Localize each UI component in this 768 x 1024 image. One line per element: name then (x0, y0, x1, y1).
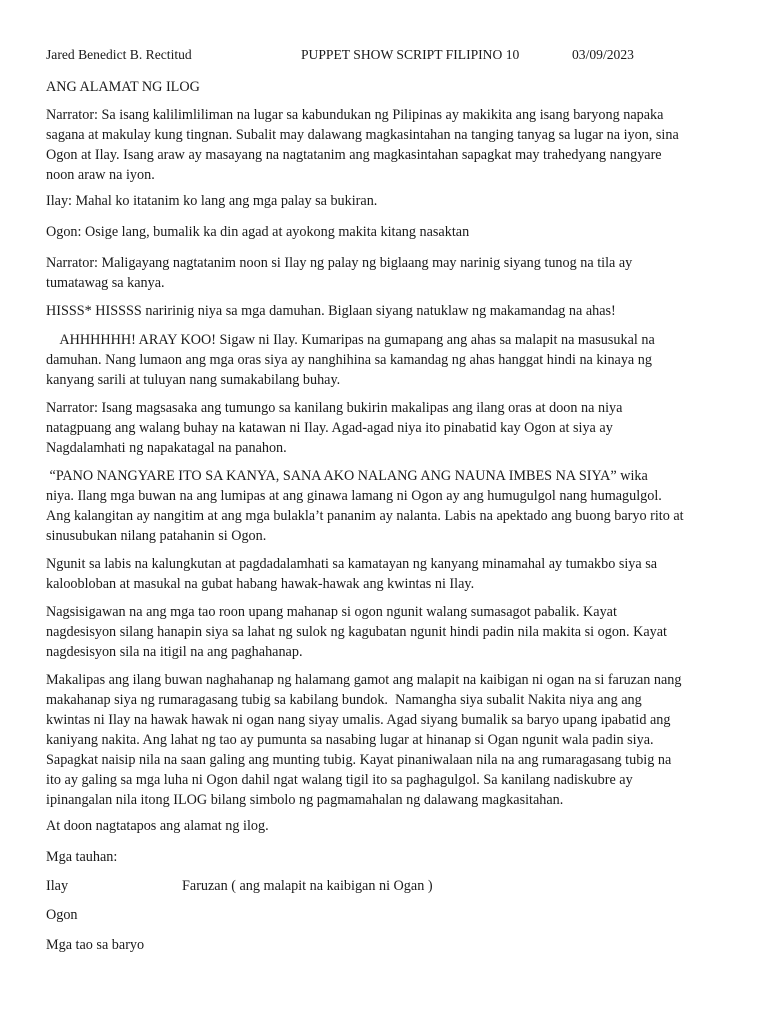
paragraph-line: kwintas ni Ilay na hawak hawak ni ogan nang siyay umalis. Agad siyang bumalik sa baryo upang ipabatid ang (46, 712, 671, 728)
cast-name: Ogon (46, 907, 78, 923)
paragraph-line: Ogon: Osige lang, bumalik ka din agad at ayokong makita kitang nasaktan (46, 224, 470, 240)
cast-row (46, 935, 736, 955)
paragraph-line: niya. Ilang mga buwan na ang lumipas at ang ginawa lamang ni Ogon ay ang humugulgol nang humagulgol. (46, 488, 662, 504)
paragraph-line: “PANO NANGYARE ITO SA KANYA, SANA AKO NALANG ANG NAUNA IMBES NA SIYA” wika (46, 468, 648, 484)
paragraph-line: Narrator: Isang magsasaka ang tumungo sa kanilang bukirin makalipas ang ilang oras at doon na niya (46, 400, 623, 416)
paragraph-line: ipinangalan nila itong ILOG bilang simbolo ng pagmamahalan ng dalawang magkasitahan. (46, 792, 564, 808)
paragraph-ogon-line (46, 222, 736, 242)
paragraph-line: Narrator: Sa isang kalilimliliman na lugar sa kabundukan ng Pilipinas ay makikita ang isang baryong napaka (46, 107, 664, 123)
paragraph-narrator-farmer (46, 398, 736, 458)
paragraph-line: sinusubukan nilang patahanin si Ogon. (46, 528, 267, 544)
paragraph-line: Ogon at Ilay. Isang araw ay masayang na nagtatanim ang magkasintahan sapagkat may trahedyang nangyare (46, 147, 662, 163)
paragraph-line: Ang kalangitan ay nangitim at ang mga bulakla’t pananim ay nalanta. Labis na apektado ang buong baryo rito at (46, 508, 684, 524)
paragraph-line: At doon nagtatapos ang alamat ng ilog. (46, 818, 269, 834)
story-title (46, 77, 736, 97)
cast-name: Ilay (46, 878, 69, 894)
paragraph-line: Nagdalamhati ng napakatagal na panahon. (46, 440, 287, 456)
paragraph-narrator-planting (46, 253, 736, 293)
document-header (46, 47, 746, 65)
paragraph-search (46, 602, 736, 662)
paragraph-line: Narrator: Maligayang nagtatanim noon si Ilay ng palay ng biglaang may narinig siyang tunog na tila ay (46, 255, 633, 271)
paragraph-ogon-grief (46, 466, 736, 546)
paragraph-snake-hiss (46, 301, 736, 321)
document-date: 03/09/2023 (572, 47, 634, 62)
paragraph-line: nagdesisyon sila na itigil na ang paghahanap. (46, 644, 303, 660)
paragraph-ilay-line (46, 191, 736, 211)
paragraph-line: natagpuang ang walang buhay na katawan ni Ilay. Agad-agad niya ito pinabatid kay Ogon at siya ay (46, 420, 613, 436)
paragraph-line: kanyang sarili at tuluyan nang sumakabilang buhay. (46, 372, 341, 388)
paragraph-line: Ilay: Mahal ko itatanim ko lang ang mga palay sa bukiran. (46, 193, 378, 209)
paragraph-ending (46, 816, 736, 836)
paragraph-line: tumatawag sa kanya. (46, 275, 165, 291)
cast-row (46, 876, 736, 896)
paragraph-narrator-intro (46, 105, 736, 185)
paragraph-line: ito ay galing sa mga luha ni Ogon dahil ngat walang tigil ito sa paghagulgol. Sa kanilang nadiskubre ay (46, 772, 633, 788)
paragraph-line: HISSS* HISSSS naririnig niya sa mga damuhan. Biglaan siyang natuklaw ng makamandag na ahas! (46, 303, 616, 319)
paragraph-line: nagdesisyon silang hanapin siya sa lahat ng sulok ng kagubatan ngunit hindi padin nila makita si ogon. Kayat (46, 624, 667, 640)
script-title: PUPPET SHOW SCRIPT FILIPINO 10 (301, 47, 520, 62)
paragraph-line: Ngunit sa labis na kalungkutan at pagdadalamhati sa kamatayan ng kanyang minamahal ay tumakbo siya sa (46, 556, 658, 572)
cast-name: Mga tao sa baryo (46, 937, 145, 953)
paragraph-line: Nagsisigawan na ang mga tao roon upang mahanap si ogon ngunit walang sumasagot pabalik. Kayat (46, 604, 617, 620)
paragraph-line: Makalipas ang ilang buwan naghahanap ng halamang gamot ang malapit na kaibigan ni ogan na si faruzan nang (46, 672, 682, 688)
paragraph-line: Sapagkat naisip nila na saan galing ang munting tubig. Kayat pinaniwalaan nila na ang rumaragasang tubig na (46, 752, 672, 768)
paragraph-line: sagana at makulay kung tingnan. Subalit may dalawang magkasintahan na tanging tanyag sa lugar na iyon, sina (46, 127, 679, 143)
cast-note: Faruzan ( ang malapit na kaibigan ni Ogan ) (182, 878, 433, 894)
cast-heading-text: Mga tauhan: (46, 849, 118, 865)
cast-heading (46, 847, 736, 867)
paragraph-line: kaloobloban at masukal na gubat habang hawak-hawak ang kwintas ni Ilay. (46, 576, 475, 592)
paragraph-line: damuhan. Nang lumaon ang mga oras siya ay nanghihina sa kamandag ng ahas hanggat hindi na kinaya ng (46, 352, 652, 368)
paragraph-ilay-scream (46, 330, 736, 390)
paragraph-ogon-runs (46, 554, 736, 594)
cast-row (46, 905, 736, 925)
author-name: Jared Benedict B. Rectitud (46, 47, 192, 62)
paragraph-line: makahanap siya ng rumaragasang tubig sa kabilang bundok. Namangha siya subalit Nakita niya ang ang (46, 692, 642, 708)
story-title-text: ANG ALAMAT NG ILOG (46, 79, 200, 95)
paragraph-faruzan-discovery (46, 670, 736, 810)
paragraph-line: kaniyang nakita. Ang lahat ng tao ay pumunta sa nasabing lugar at hinanap si Ogan ngunit wala padin siya. (46, 732, 654, 748)
paragraph-line: noon araw na iyon. (46, 167, 155, 183)
paragraph-line: AHHHHHH! ARAY KOO! Sigaw ni Ilay. Kumaripas na gumapang ang ahas sa malapit na masusukal na (46, 332, 655, 348)
